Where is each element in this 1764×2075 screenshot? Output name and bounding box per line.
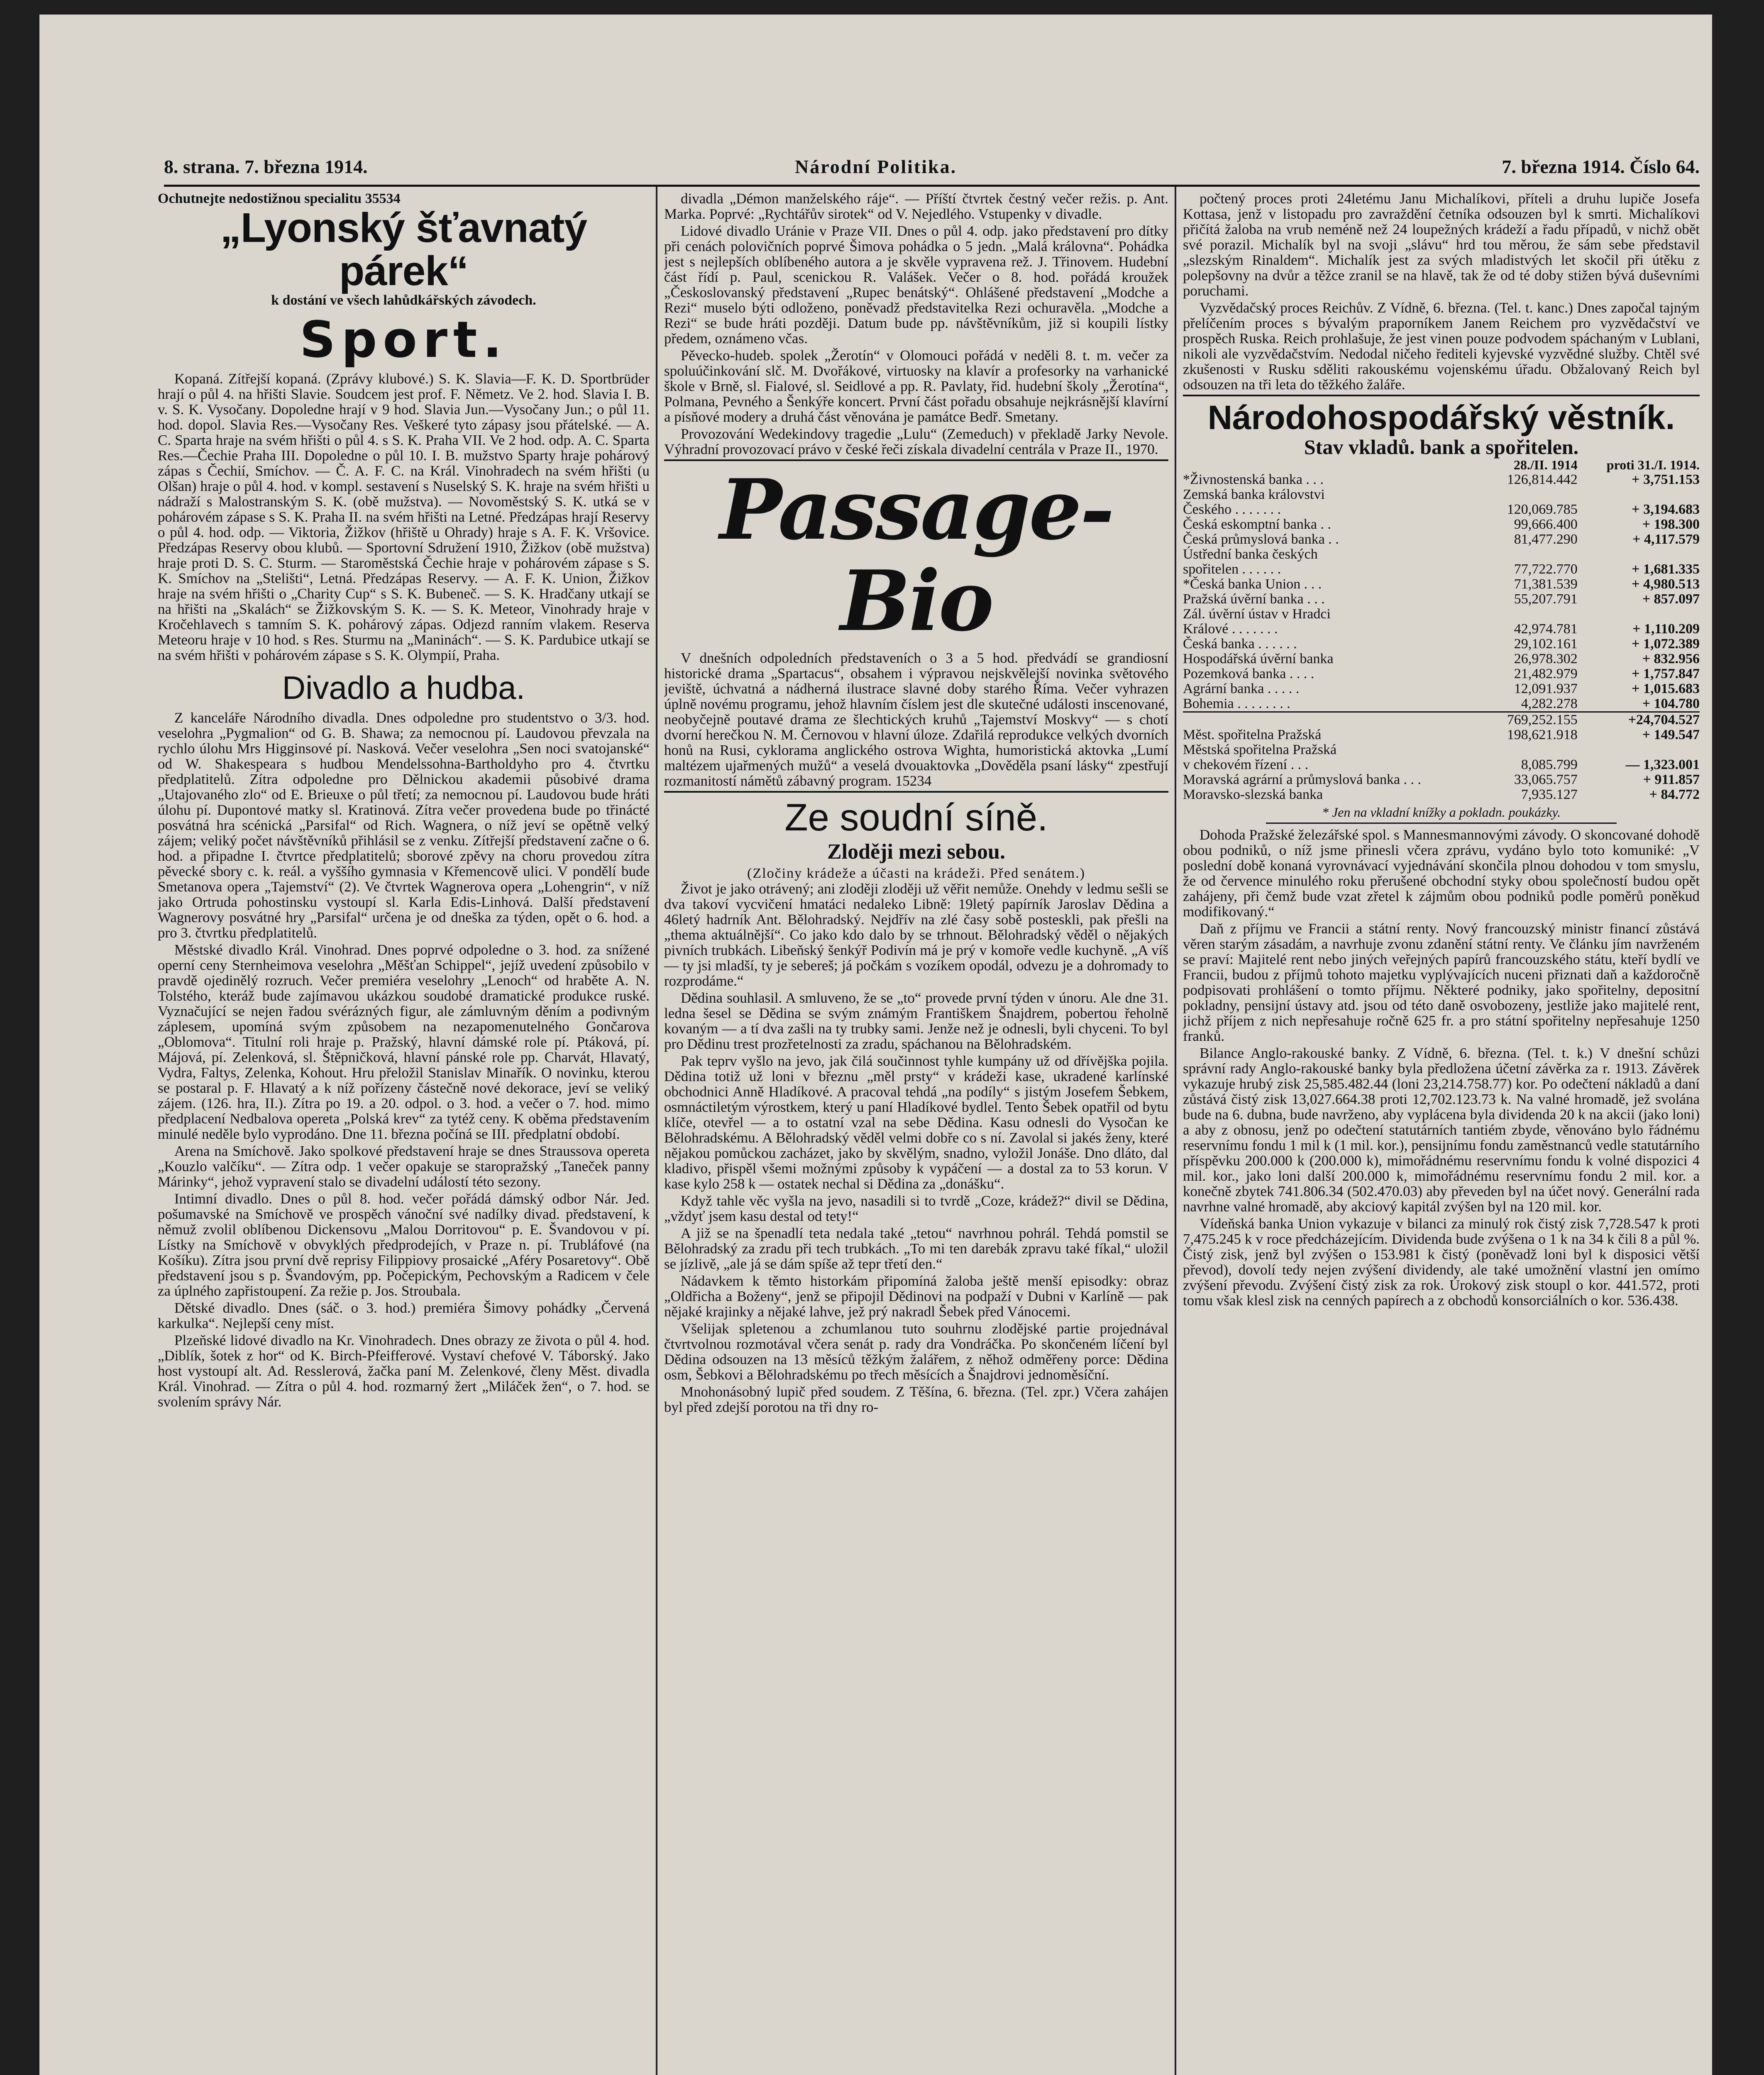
economy-paragraph: Dohoda Pražské železářské spol. s Mannesmannovými závody. O skoncované dohodě obou podniků, o níž jsme přinesli včera zprávu, vydáno bylo toto komuniké: „V poslední době konaná vyrovnávací vyjednávání skončila plnou dohodou v tom smyslu, že od července minulého roku přerušené obchodní styky obou společností budou opět zahájeny, při čemž bude vzat zřetel k zájmům obou podniků podle poměrů poněkud modifikovaný.“ xyxy=(1183,827,1700,920)
court-paragraph: počtený proces proti 24letému Janu Michalíkovi, příteli a druhu lupiče Josefa Kottasa, jenž v listopadu pro zavraždění četníka odsouzen byl k smrti. Michalíkovi přičítá žaloba na vrub neméně než 24 loupežných krádeží a řadu případů, v nichž obět své porazil. Michalík byl na svoji „slávu“ hrd tou měrou, že sám sebe představil „slezským Rinaldem“. Michalík jest za svých mladistvých let skočil při útěku z polepšovny na dvůr a těžce zranil se na hlavě, tak že od té doby stižen bývá duševními poruchami. xyxy=(1183,191,1700,299)
deposit-value-cell: 126,814.442 xyxy=(1507,472,1578,487)
change-value-cell: + 1,681.335 xyxy=(1632,561,1700,577)
bank-name-cell: Měst. spořitelna Pražská xyxy=(1183,727,1322,742)
table-row xyxy=(1183,472,1700,487)
deposit-value-cell xyxy=(1488,742,1578,757)
theatre-paragraph: Pěvecko-hudeb. spolek „Žerotín“ v Olomouci pořádá v neděli 8. t. m. večer za spoluúčinkování slč. M. Dvořákové, virtuosky na klavír a profesorky na varhanické škole v Brně, sl. Fialové, sl. Seidlové a pp. R. Pavlaty, řid. hudební školy „Žerotína“, Polmana, Pevného a Šenkýře koncert. První část pořadu obsahuje nejkrásnější klavírní a písňové modery a druhá část věnována je památce Bedř. Smetany. xyxy=(664,347,1168,425)
bank-name-cell: Česká banka . . . . . . xyxy=(1183,636,1297,652)
header-rule xyxy=(164,185,1700,187)
economy-paragraph: Bilance Anglo-rakouské banky. Z Vídně, 6. března. (Tel. t. k.) V dnešní schůzi správní rady Anglo-rakouské banky byla předložena účetní závěrka za r. 1913. Závěrek vykazuje hrubý zisk 25,585.482.44 (loni 23,214.758.77) kor. Po odečtení nákladů a daní zůstává čistý zisk 13,027.664.38 proti 12,702.123.73 k. Na valné hromadě, jež svolána bude na 6. dubna, bude navrženo, aby vyplácena byla dividenda 20 k na akcii (jako loni) a aby z obnosu, jenž po odečtení statutárních tantiém zbyde, věnováno bylo řádnému reservnímu fondu 1 mil k (1 mil. kor.), pensijnímu fondu zaměstnanců vedle statutárního příspěvku 200.000 k (200.000 k), mimořádnému reservnímu fondu k volné dispozici 4 mil. kor., jako loni další 200.000 k, mimořádnému reservnímu fondu 2 mil. kor. a konečně zbytek 741.806.34 (502.470.03) aby převeden byl na účet nový. Generální rada navrhne valné hromadě, aby akciový kapitál zvýšen byl na 120 mil. kor. xyxy=(1183,1045,1700,1215)
change-value-cell: + 4,980.513 xyxy=(1632,576,1700,592)
economy-paragraph: Vídeňská banka Union vykazuje v bilanci za minulý rok čistý zisk 7,728.547 k proti 7,475.245 k v roce předcházejícím. Dividenda bude zvýšena o 1 k na 34 k čili 8 a půl %. Čistý zisk, jenž byl zvýšen o 153.981 k čistý (poněvadž loni byl k disposici větší převod), dovolí tedy nejen zvýšení dividendy, ale také umožnění vlastní jen omímo zvýšení převodu. Zvýšení čistý zisk za rok. Úrokový zisk stoupl o kor. 441.572, proti tomu však klesl zisk na cenných papírech a z obchodů konsorciálních o kor. 536.438. xyxy=(1183,1216,1700,1308)
change-value-cell xyxy=(1578,742,1700,757)
change-value-cell: + 857.097 xyxy=(1642,591,1700,607)
table-row xyxy=(1183,607,1700,622)
table-row xyxy=(1183,637,1700,652)
column-3 xyxy=(1183,191,1700,2075)
section-rule xyxy=(1266,823,1617,824)
change-value-cell: + 1,757.847 xyxy=(1632,666,1700,681)
deposit-value-cell: 21,482.979 xyxy=(1514,666,1578,681)
table-row xyxy=(1183,517,1700,532)
column-2 xyxy=(664,191,1168,2075)
bank-name-cell: Českého . . . . . . . xyxy=(1183,502,1281,517)
table-row xyxy=(1183,592,1700,607)
table-row xyxy=(1183,757,1700,772)
page-header xyxy=(164,156,1700,181)
theatre-paragraph: Lidové divadlo Uránie v Praze VII. Dnes o půl 4. odp. jako představení pro dítky při cenách polovičních poprvé Šimova pohádka o 5 jedn. „Malá královna“. Pohádka jest s nejlepších oblíbeného autora a je skvěle vypravena rež. J. Třinovem. Hudební část řídí p. Paul, scenickou R. Valášek. Večer o 8. hod. pořádá kroužek „Českoslovanský představení „Rupec benátský“. Ohlášené představení „Modche a Rezi“ muselo býti odloženo, poněvadž představitelka Rezi ochuravěla. „Modche a Rezi“ se bude hráti později. Datum bude pp. návštěvníkům, již si koupili lístky předem, oznámeno včas. xyxy=(664,223,1168,347)
theatre-paragraph: divadla „Démon manželského ráje“. — Příští čtvrtek čestný večer režis. p. Ant. Marka. Poprvé: „Rychtářův sirotek“ od V. Nejedlého. Vstupenky v divadle. xyxy=(664,191,1168,222)
table-row xyxy=(1183,652,1700,666)
change-value-cell: + 4,117.579 xyxy=(1632,532,1700,547)
table-row xyxy=(1183,727,1700,742)
court-paragraph: Všelijak spletenou a zchumlanou tuto souhrnu zlodějské partie projednával čtvrtvolnou rozmotával včera senát p. rady dra Vondráčka. Po skončeném líčení byl Dědina odsouzen na 13 měsíců těžkým žalářem, z něhož odměřeny porce: Dědina osm, Šebkovi a Bělohradskému po třech měsících a Šnajdrovi jednoměsíční. xyxy=(664,1321,1168,1383)
bank-name-cell: Česká eskomptní banka . . xyxy=(1183,517,1331,532)
court-paragraph: Pak teprv vyšlo na jevo, jak čilá součinnost tyhle kumpány už od dřívějška pojila. Dědina totiž už loni v březnu „měl prsty“ v krádeži kase, ukradené karlínské obchodnici Anně Hladíkové. A pracoval tehdá „na podíly“ s jistým Josefem Šebkem, osmnáctiletým výrostkem, který u paní Hladíkové bydlel. Tento Šebek opatřil od bytu klíče, otevřel — a to ostatní vzal na sebe Dědina. Kasu odnesli do Vysočan ke Bělohradskému. A Bělohradský věděl velmi dobře co s ní. Zavolal si jakés ženy, které nějakou pomůckou zacházet, jako by skvělým, snadno, vyložil Jonáše. Dno dláto, dal kladivo, přispěl všemi možnými způsoby k vypáčení — a dostal za to 53 korun. V kase kylo 258 k — ostatek nechal si Dědina za „donášku“. xyxy=(664,1053,1168,1192)
deposit-value-cell: 769,252.155 xyxy=(1488,712,1578,728)
bank-name-cell: Městská spořitelna Pražská xyxy=(1183,742,1337,757)
deposit-value-cell: 120,069.785 xyxy=(1507,502,1578,517)
deposit-value-cell: 4,282.278 xyxy=(1521,696,1578,711)
theatre-paragraph: Plzeňské lidové divadlo na Kr. Vinohradech. Dnes obrazy ze života o půl 4. hod. „Diblík, šotek z hor“ od K. Birch-Pfeifferové. Vystaví chefové V. Táborský. Jako host vystoupí alt. Ad. Resslerová, žačka paní M. Zelenkové, členy Měst. divadla Král. Vinohrad. — Zítra o půl 4. hod. rozmarný žert „Miláček žen“, o 7. hod. se svolením správy Nár. xyxy=(158,1332,650,1410)
deposit-value-cell xyxy=(1488,487,1578,502)
newspaper-page xyxy=(39,15,1712,2075)
court-heading: Ze soudní síně. xyxy=(784,796,1048,839)
court-paragraph: Vyzvědačský proces Reichův. Z Vídně, 6. března. (Tel. t. kanc.) Dnes započal tajným přelíčením proces s bývalým praporníkem Janem Reichem pro vyzvědačství ve prospěch Ruska. Reich prohlašuje, že jest vinen pouze podvodem spáchaným v Lublani, nikoli ale vyzvědačstvím. Nedodal ničeho řediteli kyjevské vyzvědné služby. Chtěl své zkušenosti v Rusku sděliti rakouskému vojenskému úřadu. Obžalovaný Reich byl odsouzen na tři leta do těžkého žaláře. xyxy=(1183,300,1700,393)
change-value-cell: + 1,015.683 xyxy=(1632,681,1700,696)
change-value-cell: + 911.857 xyxy=(1643,772,1700,787)
bank-name-cell xyxy=(1183,712,1488,728)
table-header-compare: proti 31./I. 1914. xyxy=(1606,457,1700,472)
table-row xyxy=(1183,742,1700,757)
theatre-paragraph: Z kanceláře Národního divadla. Dnes odpoledne pro studentstvo o 3/3. hod. veselohra „Pygmalion“ od G. B. Shawa; za nemocnou pí. Laudovou převzala na rychlo úlohu Mrs Higginsové pí. Nasková. Večer veselohra „Sen noci svatojanské“ od W. Shakespeara s hudbou Mendelssohna-Bartholdyho pro 4. čtvrtku předplatitelů. Zítra odpoledne pro Dělnickou akademii působivé drama „Utajovaného zlo“ od E. Brieuxe o půl třetí; za nemocnou pí. Laudovou bude hráti úlohu pí. Dupontové matky sl. Kratinová. Zítra večer provedena bude po třinácté posvátná hra scénická „Parsifal“ od Rich. Wagnera, o níž jeví se opětně velký zájem; veliký počet návštěvníků přihlásil se z venku. Zítřejší představení začne o 6. hod. a připadne I. čtvrtce předplatitelů; sborové zpěvy na choru provedou zítra pěvecké sbory c. k. reál. a vyššího gymnasia v Křemencově ulici. V pondělí bude Smetanova opera „Tajemství“ (2). Ve čtvrtek Wagnerova opera „Lohengrin“, v níž jako Ortruda pohostinsku vystoupí sl. Karla Edis-Linhová. Další představení Wagnerovy posvátné hry „Parsifal“ určena je od dneška za týden, opět o 6. hod. a pro 3. čtvrtku předplatitelů. xyxy=(158,710,650,941)
ad-subtitle: k dostání ve všech lahůdkářských závodech. xyxy=(271,293,536,308)
economy-paragraph: Daň z příjmu ve Francii a státní renty. Nový francouzský ministr financí zůstává věren starým zásadám, a navrhuje zvonu zdanění státní renty. Ve článku jím navrženém se praví: Majitelé rent nebo jiných veřejných papírů francouzského státu, kteří bydlí ve Francii, budou z příjmů tohoto majetku vyplývajících nuceni přiznati daň a každoročně podpisovati prohlášení o tomto příjmu. Některé podniky, jako spořitelny, depositní pokladny, pensijní ústavy atd. jsou od této daně osvobozeny, jestliže jako majitelé rent, jichž příjem z nich nepřesahuje ročně 625 fr. a pro státní spořitelny nepřesahuje 1250 franků. xyxy=(1183,920,1700,1044)
deposit-value-cell: 7,935.127 xyxy=(1521,787,1578,802)
ad-tagline: Ochutnejte nedostižnou specialitu 35534 xyxy=(158,191,401,206)
change-value-cell: + 1,072.389 xyxy=(1632,636,1700,652)
deposit-value-cell: 99,666.400 xyxy=(1514,517,1578,532)
bank-name-cell: Moravsko-slezská banka xyxy=(1183,787,1323,802)
bank-name-cell: Pozemková banka . . . . xyxy=(1183,666,1314,681)
theatre-paragraph: Dětské divadlo. Dnes (sáč. o 3. hod.) premiéra Šimovy pohádky „Červená karkulka“. Nejlepší ceny míst. xyxy=(158,1300,650,1331)
deposit-value-cell xyxy=(1488,607,1578,622)
table-header-row xyxy=(1183,457,1700,472)
ad-rule xyxy=(664,791,1168,793)
theatre-paragraph: Intimní divadlo. Dnes o půl 8. hod. večer pořádá dámský odbor Nár. Jed. pošumavské na Smíchově ve prospěch vánoční své nadílky divad. představení, k němuž zvolil oblíbenou Dickensovu „Malou Dorritovou“ p. E. Švandovou v pí. Lístky na Smíchově v obvyklých předprodejích, v Praze n. pí. Trubláfové (na Košíku). Zítra jsou první dvě reprisy Filippiovy prosaické „Aféry Posaretovy“. Obě představení jsou s p. Švandovým, pp. Počepickým, Pechovským a Radicem v čele za úplného zapřistoupení. Za režie p. Jos. Stroubala. xyxy=(158,1191,650,1299)
table-row xyxy=(1183,562,1700,577)
bank-name-cell: Agrární banka . . . . . xyxy=(1183,681,1300,696)
deposit-value-cell: 198,621.918 xyxy=(1507,727,1578,742)
table-header-date: 28./II. 1914 xyxy=(1513,457,1578,472)
lyonsky-ad xyxy=(158,191,650,308)
change-value-cell: + 104.780 xyxy=(1642,696,1700,711)
change-value-cell: + 1,110.209 xyxy=(1632,621,1700,637)
table-row xyxy=(1183,772,1700,787)
court-paragraph: Když tahle věc vyšla na jevo, nasadili si to tvrdě „Coze, krádež?“ divil se Dědina, „vždyť jsem kasu destal od tety!“ xyxy=(664,1193,1168,1224)
bank-name-cell: Zemská banka královstvi xyxy=(1183,487,1325,502)
change-value-cell: — 1,323.001 xyxy=(1625,757,1700,772)
bank-name-cell: Králové . . . . . . . xyxy=(1183,621,1278,637)
court-caption: (Zločiny krádeže a účasti na krádeži. Před senátem.) xyxy=(747,866,1085,881)
deposit-value-cell: 29,102.161 xyxy=(1514,636,1578,652)
bank-name-cell: *Živnostenská banka . . . xyxy=(1183,472,1324,487)
change-value-cell xyxy=(1578,487,1700,502)
court-paragraph: A již se na špenadlí teta nedala také „tetou“ navrhnou pohrál. Tehdá pomstil se Bělohradský za zradu při tech trubkách. „To mi ten darebák zpravu také fíkal,“ uložil se jízlivě, „ale já se dám spíše až tepr třetí den.“ xyxy=(664,1225,1168,1272)
deposit-value-cell xyxy=(1488,547,1578,562)
table-row xyxy=(1183,787,1700,802)
change-value-cell: + 198.300 xyxy=(1642,517,1700,532)
bank-name-cell: Česká průmyslová banka . . xyxy=(1183,532,1339,547)
bank-name-cell: Hospodářská úvěrní banka xyxy=(1183,651,1334,666)
bank-name-cell: Bohemia . . . . . . . . xyxy=(1183,696,1290,711)
theatre-paragraph: Městské divadlo Král. Vinohrad. Dnes poprvé odpoledne o 3. hod. za snížené operní ceny Sternheimova veselohra „Měšťan Schippel“, jejíž uvedení způsobilo v pravdě ojedinělý rozruch. Večer premiéra veselohry „Lenoch“ od hraběte A. N. Tolstého, kteráž bude zajímavou ukázkou soudobé dramatické produkce ruské. Vyznačující se nejen řadou svérázných figur, ale zámluvným děním a podivným záplesem, upomíná svým způsobem na nezapomenutelného Gončarova „Oblomova“. Titulní roli hraje p. Pražský, hlavní dámské role pí. Ptáková, pí. Májová, pí. Zelenková, sl. Štěpničková, hlavní pánské role pp. Charvát, Hlavatý, Vydra, Faltys, Zelenka, Kohout. Hru přeložil Stanislav Minařík. O novinku, kterou se postaral p. F. Hlavatý a k níž pořízeny částečně nové dekorace, jeví se veliký zájem. (126. hra, II.). Zítra po 19. a 20. odpol. o 3. hod. a večer o 7. hod. mimo předplacení Nedbalova opereta „Polská krev“ za tytéž ceny. K oběma představením minulé neděle bylo vyprodáno. Dne 11. března počíná se III. předplatní období. xyxy=(158,942,650,1142)
court-paragraph: Mnohonásobný lupič před soudem. Z Těšína, 6. března. (Tel. zpr.) Včera zahájen byl před zdejší porotou na tři dny ro- xyxy=(664,1384,1168,1415)
theatre-heading: Divadlo a hudba. xyxy=(282,669,525,706)
header-page-date: 8. strana. 7. března 1914. xyxy=(164,156,368,177)
change-value-cell: +24,704.527 xyxy=(1578,712,1700,728)
bank-name-cell: *Česká banka Union . . . xyxy=(1183,576,1322,592)
ad-title: „Lyonský šťavnatý párek“ xyxy=(220,205,587,294)
header-masthead: Národní Politika. xyxy=(795,156,957,177)
court-paragraph: Nádavkem k těmto historkám připomíná žaloba ještě menší episodky: obraz „Oldřicha a Boženy“, jenž se připojil Dědinovi na podpaží v Dubni v Karlíně — pak nějaké krajinky a nějaké lahve, jež prý nakradl Šebek před Vánocemi. xyxy=(664,1273,1168,1320)
change-value-cell xyxy=(1578,607,1700,622)
table-row xyxy=(1183,577,1700,592)
change-value-cell: + 84.772 xyxy=(1649,787,1700,802)
bank-name-cell: v chekovém řízení . . . xyxy=(1183,757,1309,772)
table-row xyxy=(1183,502,1700,517)
passage-bio-text: V dnešních odpoledních představeních o 3 a 5 hod. předvádí se grandiosní historické drama „Spartacus“, obsahem i výpravou nejskvělejší novinka světového jeviště, úchvatná a nádherná ilustrace slavné doby starého Říma. Večer vyhrazen úplně novému programu, jehož hlavním číslem jest dle skutečné události inscenované, neobyčejně poutavé drama ze šlechtických kruhů „Tajemství Moskvy“ — s chotí dvorní herečkou N. M. Černovou v hlavní úloze. Zdařilá reprodukce velkých dvorních honů na Rusi, cyklorama anglického ostrova Wighta, humoristická aktovka „Lumí maltézem ujařmených mužů“ a veselá dvouaktovka „Dověděla psaní lásky“ zpestřují rozmanitostí námětů zábavný program. 15234 xyxy=(664,650,1168,789)
deposit-value-cell: 33,065.757 xyxy=(1514,772,1578,787)
change-value-cell: + 832.956 xyxy=(1642,651,1700,666)
passage-bio-heading: Passage-Bio xyxy=(719,461,1113,650)
deposits-heading: Stav vkladů. bank a spořitelen. xyxy=(1304,435,1579,459)
header-issue: 7. března 1914. Číslo 64. xyxy=(1502,156,1700,177)
sport-heading: Sport. xyxy=(300,311,508,369)
change-value-cell: + 3,194.683 xyxy=(1632,502,1700,517)
theatre-paragraph: Arena na Smíchově. Jako spolkové představení hraje se dnes Straussova opereta „Kouzlo valčíku“. — Zítra odp. 1 večer opakuje se staropražský „Taneček panny Márinky“, jehož vypravení stalo se divadelní událostí této sezony. xyxy=(158,1143,650,1190)
column-divider-1 xyxy=(656,187,657,2075)
table-row xyxy=(1183,696,1700,712)
deposit-value-cell: 55,207.791 xyxy=(1514,591,1578,607)
bank-name-cell: spořitelen . . . . . . xyxy=(1183,561,1281,577)
table-row xyxy=(1183,666,1700,681)
court-paragraph: Život je jako otrávený; ani zloději zloději už věřit nemůže. Onehdy v ledmu sešli se dva takoví vycvičení hmatáci nedaleko Libně: 19letý papírník Jaroslav Dědina a 46letý hadrník Ant. Bělohradský. Nejdřív na zlé časy sobě posteskli, pak přešli na „thema aktuálnější“. Co jako kdo dalo by se trhnout. Bělohradský věděl o nějakých pivních trubkách. Libeňský šenkýř Podivín má je prý v komoře vedle kuchyně. „A víš — ty jsi mladší, ty je sebereš; já počkám s vozíkem opodál, odvezu je a dohromady to rozprodáme.“ xyxy=(664,881,1168,989)
deposit-value-cell: 81,477.290 xyxy=(1514,532,1578,547)
sport-paragraph: Kopaná. Zítřejší kopaná. (Zprávy klubové.) S. K. Slavia—F. K. D. Sportbrüder hrají o půl 4. na hřišti Slavie. Soudcem jest prof. F. Němetz. Ve 2. hod. Slavia I. B. v. S. K. Vysočany. Dopoledne hrají v 9 hod. Slavia Jun.—Vysočany Jun.; o půl 11. hod. dopol. Slavia Res.—Vysočany Res. Veškeré tyto zápasy jsou přátelské. — A. C. Sparta hraje na svém hřišti o půl 4. s S. K. Praha VII. Ve 2 hod. odp. A. C. Sparta Res.—Čechie Praha III. Dopoledne o půl 10. I. B. mužstvo Sparty hraje pohárový zápas s Čechií, Smíchov. — Č. A. F. C. na Král. Vinohradech na svém hřišti (u Olšan) hraje o půl 4. hod. v kompl. sestavení s Nuselský S. K. hraje na svém hřišti u nádraží s Malostranským S. K. (obě mužstva). — Novoměstský S. K. utká se v pohárovém zápase s S. K. Praha II. na svém hřišti na Letné. Předzápas hrají Reservy o půl 4. hod. odp. — Viktoria, Žižkov (hřiště u Ohrady) hraje s A. F. K. Vršovice. Předzápas Reservy obou klubů. — Sportovní Sdružení 1910, Žižkov (obě mužstva) hraje proti D. S. C. Sturm. — Staroměstská Čechie hraje v pohárovém zápase s S. K. Smíchov na „Stelišti“, Letná. Předzápas Reservy. — A. F. K. Union, Žižkov hraje na svém hřišti o „Charity Cup“ s S. K. Bubeneč. — S. K. Hradčany utkají se na hřišti na „Skalách“ se Žižkovským S. K. — S. K. Meteor, Vinohrady hraje v Kročehlavech s tamním S. K. pohárový zápas. Odjezd ranním vlakem. Reserva Meteoru hraje v 10 hod. s Res. Sturmu na „Maninách“. — S. K. Pardubice utkají se na svém hřišti v pohárovém zápase s S. K. Olympií, Praha. xyxy=(158,371,650,663)
change-value-cell xyxy=(1578,547,1700,562)
deposit-value-cell: 77,722.770 xyxy=(1514,561,1578,577)
section-rule xyxy=(1183,395,1700,396)
bank-name-cell: Ústřední banka českých xyxy=(1183,547,1318,562)
table-row xyxy=(1183,622,1700,637)
court-subheading: Zloději mezi sebou. xyxy=(827,840,1005,864)
deposit-value-cell: 42,974.781 xyxy=(1514,621,1578,637)
table-row xyxy=(1183,712,1700,728)
bank-name-cell: Pražská úvěrní banka . . . xyxy=(1183,591,1325,607)
bank-name-cell: Zál. úvěrní ústav v Hradci xyxy=(1183,606,1331,622)
column-divider-2 xyxy=(1175,187,1176,2075)
theatre-paragraph: Provozování Wedekindovy tragedie „Lulu“ (Zemeduch) v překladě Jarky Nevole. Výhradní provozovací právo v české řeči získala divadelní centrála v Praze II., 1970. xyxy=(664,426,1168,457)
change-value-cell: + 3,751.153 xyxy=(1632,472,1700,487)
table-footnote: * Jen na vkladní knížky a pokladn. poukázky. xyxy=(1322,805,1561,820)
deposit-value-cell: 8,085.799 xyxy=(1521,757,1578,772)
court-paragraph: Dědina souhlasil. A smluveno, že se „to“ provede první týden v únoru. Ale dne 31. ledna šesel se Dědina se svým známým Františkem Šnajdrem, pobertou řeholně kovaným — a tí dva zašli na ty trubky sami. Jenže než je odnesli, byli chyceni. To byl pro Dědinu trest prozřetelnosti za zradu, spáchanou na Bělohradském. xyxy=(664,990,1168,1052)
economy-heading: Národohospodářský věstník. xyxy=(1207,399,1675,437)
table-row xyxy=(1183,532,1700,547)
table-row xyxy=(1183,547,1700,562)
table-row xyxy=(1183,681,1700,696)
bank-name-cell: Moravská agrární a průmyslová banka . . . xyxy=(1183,772,1422,787)
bank-deposits-table xyxy=(1183,457,1700,802)
deposit-value-cell: 26,978.302 xyxy=(1514,651,1578,666)
deposit-value-cell: 12,091.937 xyxy=(1514,681,1578,696)
change-value-cell: + 149.547 xyxy=(1642,727,1700,742)
column-1 xyxy=(158,191,650,2075)
deposit-value-cell: 71,381.539 xyxy=(1514,576,1578,592)
table-row xyxy=(1183,487,1700,502)
